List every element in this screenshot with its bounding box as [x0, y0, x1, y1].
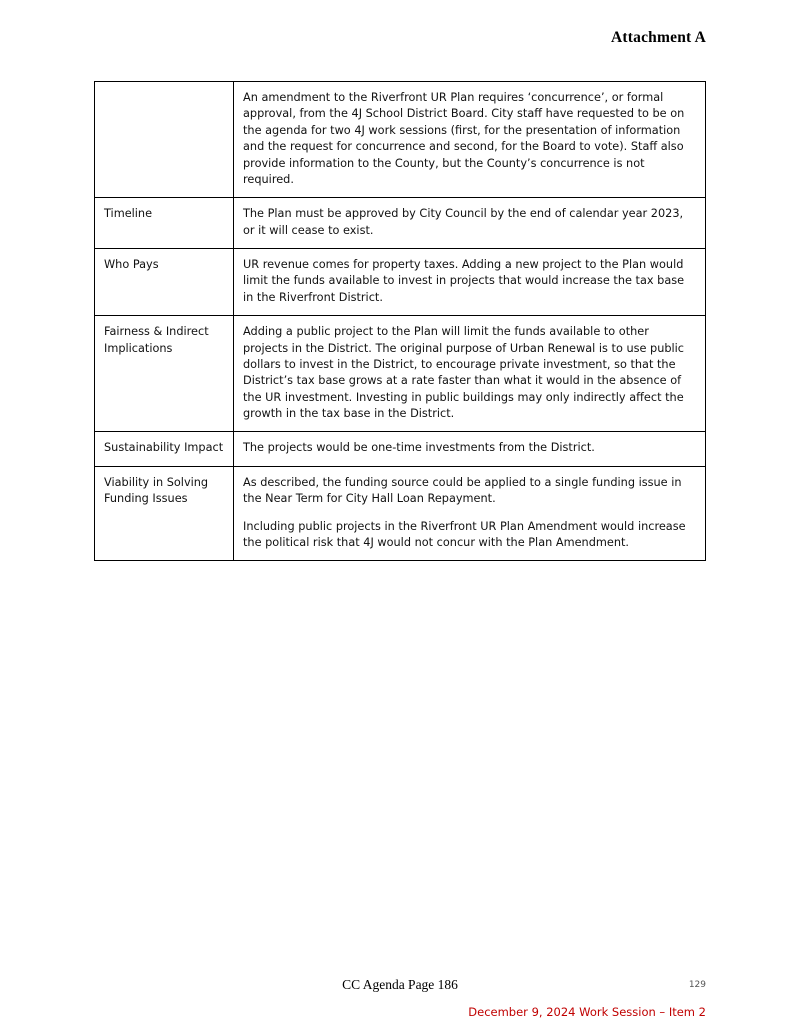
row-label-cell [95, 249, 234, 316]
row-label: Timeline [104, 207, 153, 221]
table-row [95, 249, 706, 316]
funding-considerations-table [94, 81, 706, 561]
footer-session-note: December 9, 2024 Work Session – Item 2 [468, 1005, 706, 1019]
row-body-cell [234, 316, 706, 432]
row-paragraph: The projects would be one-time investments from the District. [243, 441, 595, 455]
row-paragraph: UR revenue comes for property taxes. Adding a new project to the Plan would limit the funds available to invest in projects that would increase the tax base in the Riverfront District. [243, 258, 685, 304]
row-paragraph: The Plan must be approved by City Council by the end of calendar year 2023, or it will cease to exist. [243, 207, 684, 237]
row-label: Sustainability Impact [104, 441, 224, 455]
row-body-cell [234, 249, 706, 316]
table-row [95, 466, 706, 561]
row-paragraph: As described, the funding source could be applied to a single funding issue in the Near Term for City Hall Loan Repayment. [243, 475, 682, 506]
row-body-cell [234, 198, 706, 249]
row-paragraph: Including public projects in the Riverfront UR Plan Amendment would increase the political risk that 4J would not concur with the Plan Amendment. [243, 519, 686, 549]
table-row [95, 198, 706, 249]
row-label-cell [95, 198, 234, 249]
row-body-cell [234, 432, 706, 466]
row-paragraph: Adding a public project to the Plan will limit the funds available to other projects in the District. The original purpose of Urban Renewal is to use public dollars to invest in the District, to encourage private investment, so that the District’s tax base grows at a rate faster than what it would in the absence of the UR investment. Investing in public buildings may only indirectly affect the growth in the tax base in the District. [243, 325, 685, 420]
row-label-cell [95, 82, 234, 198]
row-label-cell [95, 432, 234, 466]
row-label: Who Pays [104, 258, 159, 271]
row-paragraph: An amendment to the Riverfront UR Plan requires ‘concurrence’, or formal approval, from the 4J School District Board. City staff have requested to be on the agenda for two 4J work sessions (first, for the presentation of information and the request for concurrence and second, for the Board to vote). Staff also provide information to the County, but the County’s concurrence is not required. [243, 91, 685, 186]
table-row [95, 432, 706, 466]
row-body-cell [234, 82, 706, 198]
row-body-cell [234, 466, 706, 561]
row-label: Fairness & Indirect Implications [104, 325, 209, 355]
row-label: Viability in Solving Funding Issues [104, 475, 209, 506]
table-row [95, 82, 706, 198]
footer-agenda-page: CC Agenda Page 186 [342, 977, 458, 992]
table-body [95, 82, 706, 561]
row-label-cell [95, 466, 234, 561]
footer-page-number: 129 [688, 980, 706, 990]
attachment-header: Attachment A [611, 29, 706, 46]
row-label-cell [95, 316, 234, 432]
table-row [95, 316, 706, 432]
